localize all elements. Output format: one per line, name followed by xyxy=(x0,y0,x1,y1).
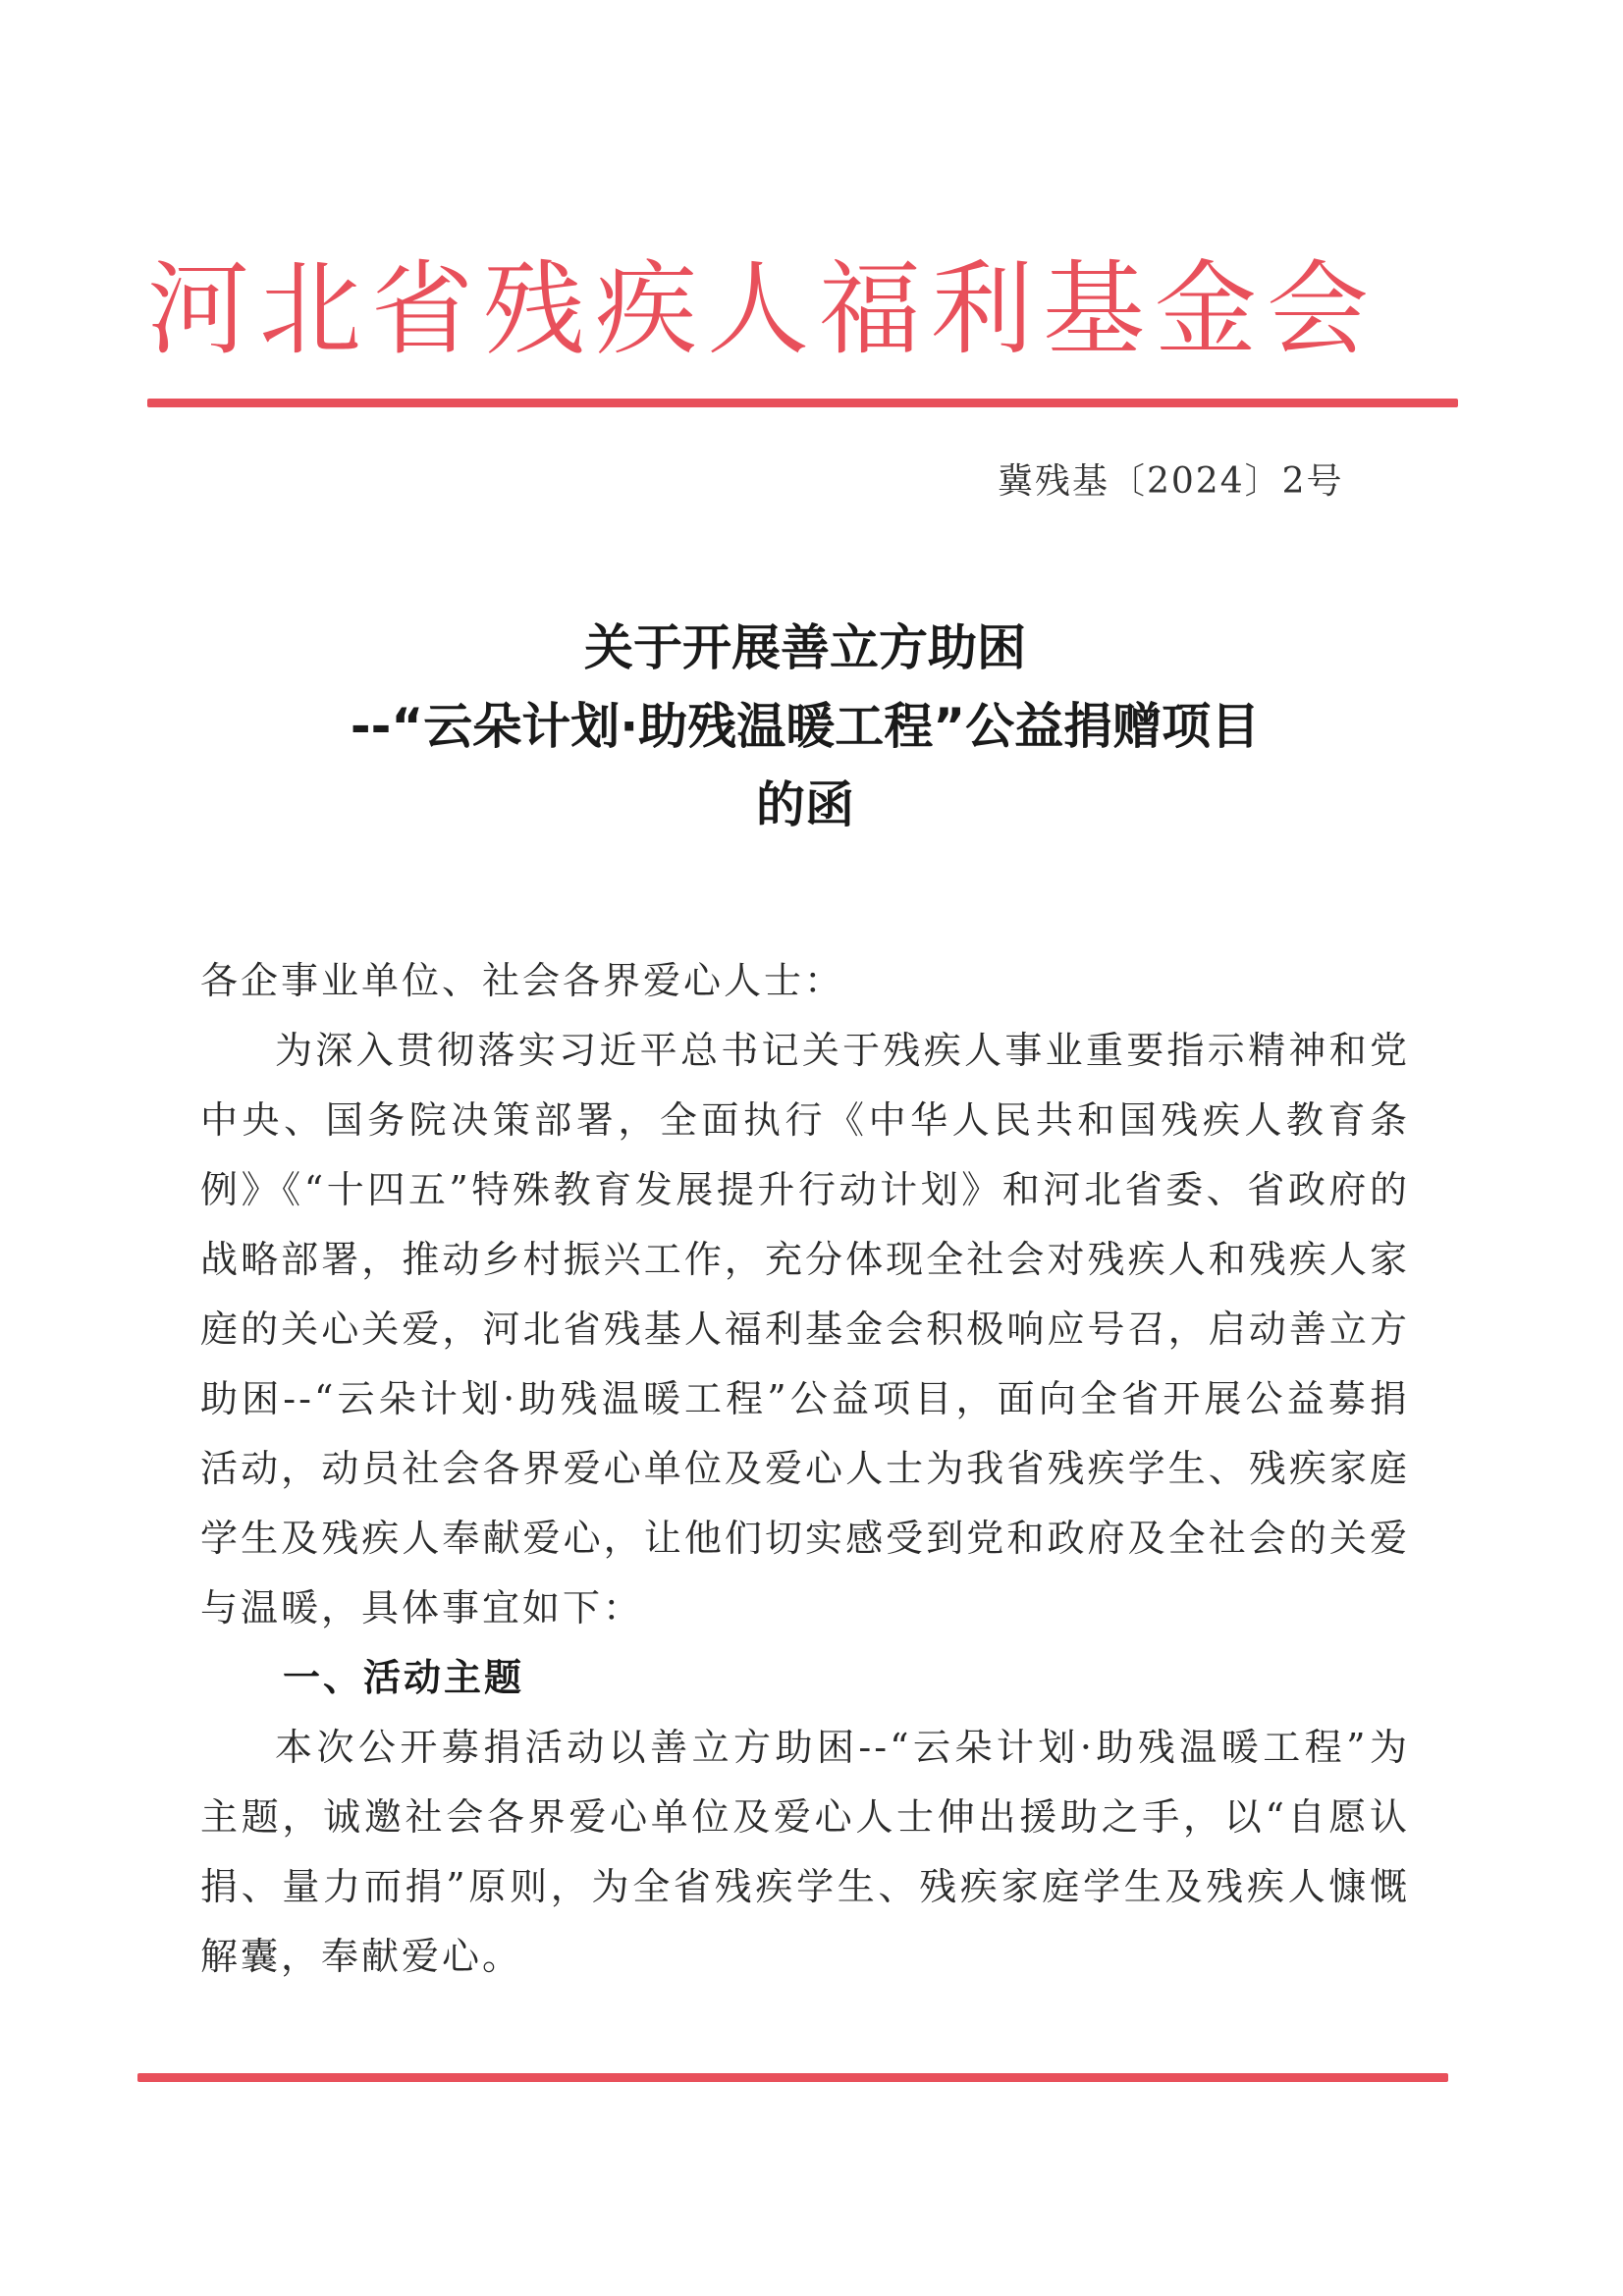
title-line-1: 关于开展善立方助困 xyxy=(584,619,1026,676)
document-body xyxy=(200,946,1410,1992)
title-line-2: --“云朵计划·助残温暖工程”公益捐赠项目 xyxy=(350,698,1261,755)
footer-red-rule xyxy=(137,2073,1448,2082)
issuing-organization-header: 河北省残疾人福利基金会 xyxy=(147,249,1380,369)
document-number: 冀残基〔2024〕2号 xyxy=(998,461,1344,502)
title-line-3: 的函 xyxy=(756,776,854,833)
document-title xyxy=(196,609,1414,844)
section-1-paragraph: 本次公开募捐活动以善立方助困--“云朵计划·助残温暖工程”为主题，诚邀社会各界爱心单位及爱心人士伸出援助之手，以“自愿认捐、量力而捐”原则，为全省残疾学生、残疾家庭学生及残疾人慷慨解囊，奉献爱心。 xyxy=(200,1726,1410,1978)
header-red-rule xyxy=(147,399,1458,407)
section-heading-activity-theme: 一、活动主题 xyxy=(283,1656,525,1699)
intro-paragraph: 为深入贯彻落实习近平总书记关于残疾人事业重要指示精神和党中央、国务院决策部署，全面执行《中华人民共和国残疾人教育条例》《“十四五”特殊教育发展提升行动计划》和河北省委、省政府的战略部署，推动乡村振兴工作，充分体现全社会对残疾人和残疾人家庭的关心关爱，河北省残基人福利基金会积极响应号召，启动善立方助困--“云朵计划·助残温暖工程”公益项目，面向全省开展公益募捐活动，动员社会各界爱心单位及爱心人士为我省残疾学生、残疾家庭学生及残疾人奉献爱心，让他们切实感受到党和政府及全社会的关爱与温暖，具体事宜如下： xyxy=(200,1029,1410,1629)
salutation: 各企事业单位、社会各界爱心人士： xyxy=(200,959,845,1002)
